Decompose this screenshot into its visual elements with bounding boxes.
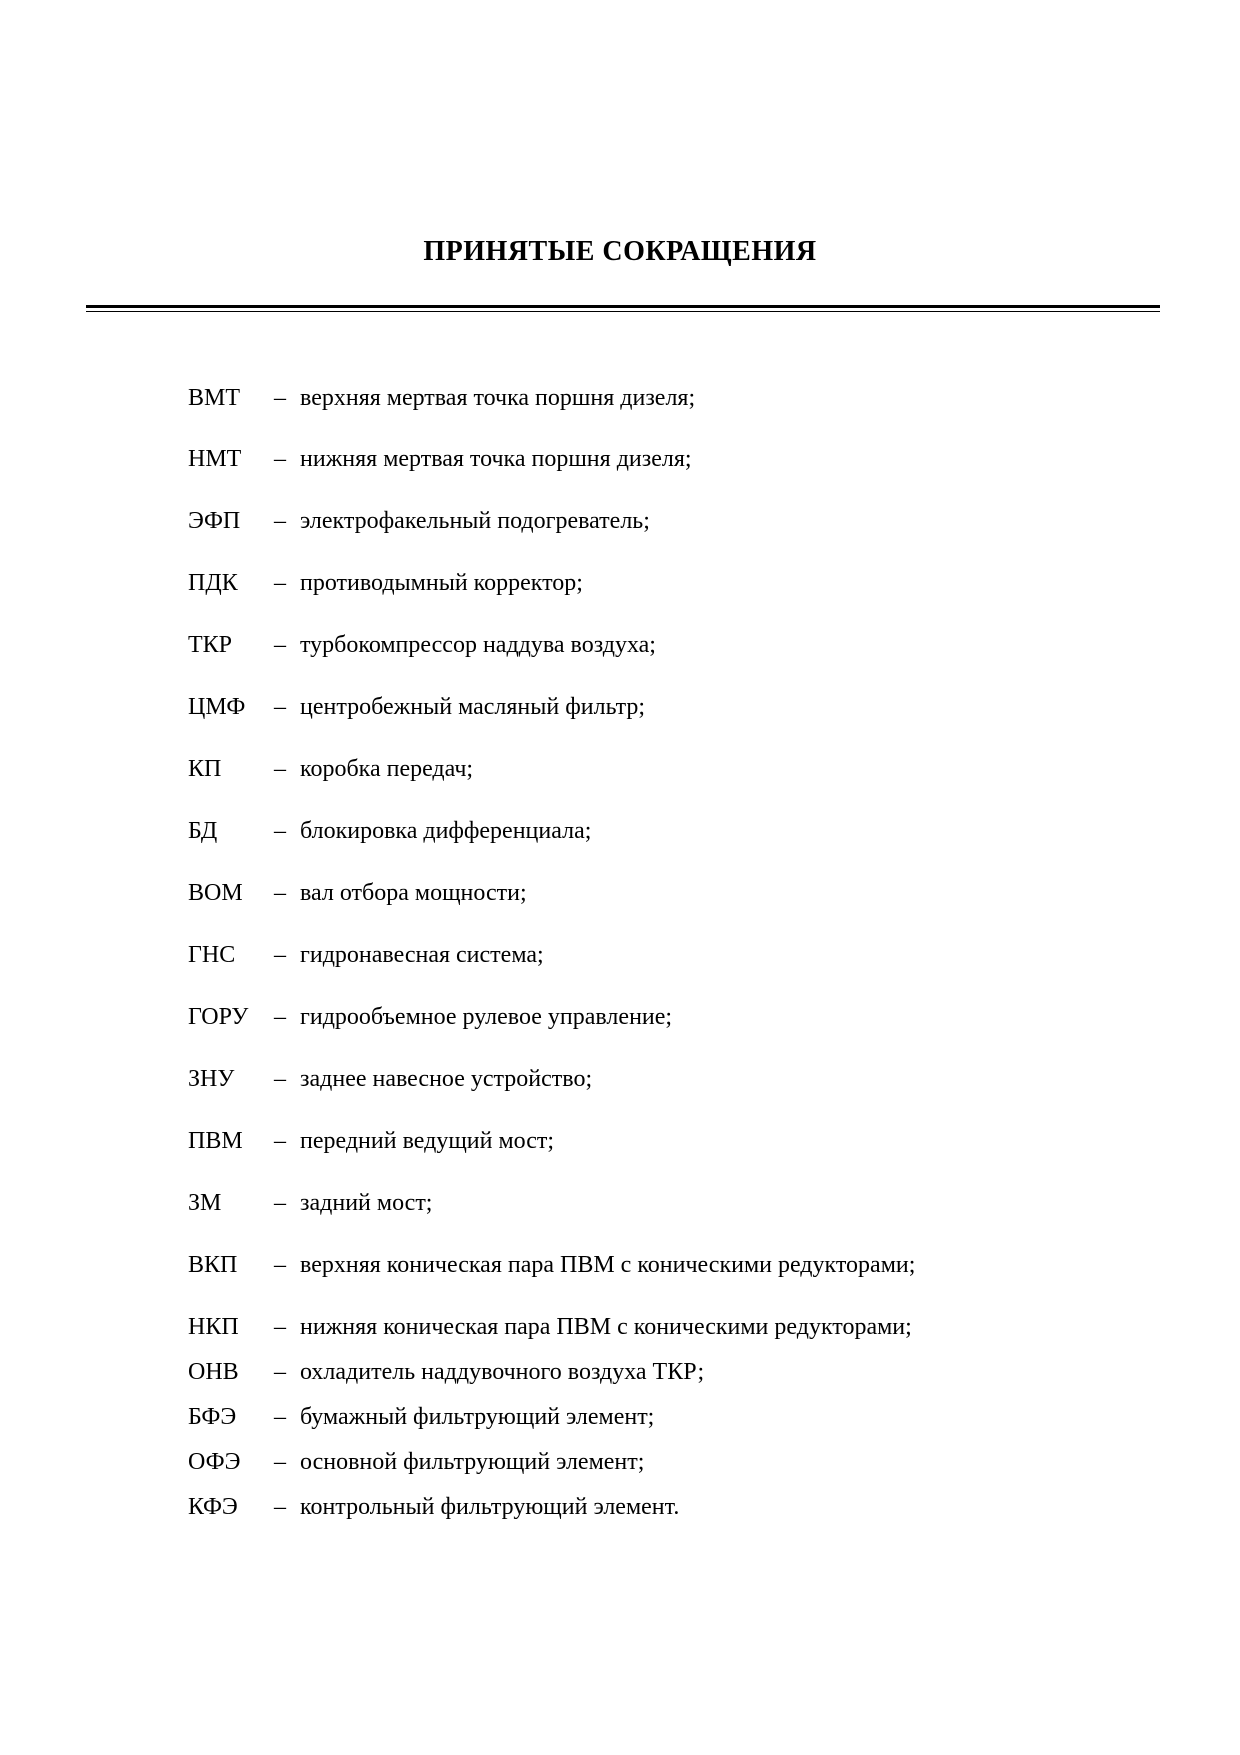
abbreviation-row <box>188 878 527 908</box>
abbreviation-definition: верхняя мертвая точка поршня дизеля; <box>300 385 696 411</box>
dash-separator: – <box>274 942 286 968</box>
dash-separator: – <box>274 1359 286 1385</box>
abbreviation-code: ТКР <box>188 632 233 658</box>
abbreviation-code: КП <box>188 756 222 782</box>
abbreviation-row <box>188 816 591 846</box>
abbreviation-row <box>188 444 692 474</box>
abbreviation-code: ВОМ <box>188 880 243 906</box>
dash-separator: – <box>274 1066 286 1092</box>
abbreviation-code: ПВМ <box>188 1128 243 1154</box>
abbreviation-row <box>188 383 695 413</box>
abbreviation-definition: бумажный фильтрующий элемент; <box>300 1404 655 1430</box>
abbreviation-definition: задний мост; <box>300 1190 433 1216</box>
abbreviation-row <box>188 630 656 660</box>
abbreviation-code: ВМТ <box>188 385 241 411</box>
abbreviation-definition: контрольный фильтрующий элемент. <box>300 1494 680 1520</box>
abbreviation-row <box>188 1402 654 1432</box>
abbreviation-row <box>188 1357 704 1387</box>
dash-separator: – <box>274 385 286 411</box>
abbreviation-row <box>188 1126 554 1156</box>
abbreviation-definition: электрофакельный подогреватель; <box>300 508 650 534</box>
abbreviation-definition: центробежный масляный фильтр; <box>300 694 646 720</box>
abbreviation-row <box>188 1188 432 1218</box>
abbreviation-definition: противодымный корректор; <box>300 570 583 596</box>
abbreviation-code: КФЭ <box>188 1494 238 1520</box>
page-title: ПРИНЯТЫЕ СОКРАЩЕНИЯ <box>423 236 817 267</box>
dash-separator: – <box>274 1128 286 1154</box>
abbreviation-code: ЗМ <box>188 1190 222 1216</box>
abbreviation-code: ЦМФ <box>188 694 246 720</box>
dash-separator: – <box>274 880 286 906</box>
abbreviation-row <box>188 692 645 722</box>
abbreviation-code: НМТ <box>188 446 242 472</box>
abbreviation-definition: вал отбора мощности; <box>300 880 527 906</box>
abbreviation-code: ЭФП <box>188 508 241 534</box>
abbreviation-definition: нижняя мертвая точка поршня дизеля; <box>300 446 692 472</box>
dash-separator: – <box>274 1004 286 1030</box>
dash-separator: – <box>274 694 286 720</box>
dash-separator: – <box>274 1404 286 1430</box>
abbreviation-row <box>188 1447 644 1477</box>
abbreviation-definition: блокировка дифференциала; <box>300 818 592 844</box>
abbreviation-row <box>188 1002 672 1032</box>
abbreviation-code: ВКП <box>188 1252 238 1278</box>
abbreviation-definition: турбокомпрессор наддува воздуха; <box>300 632 656 658</box>
abbreviation-row <box>188 1492 679 1522</box>
dash-separator: – <box>274 570 286 596</box>
abbreviation-code: БФЭ <box>188 1404 237 1430</box>
abbreviation-definition: верхняя коническая пара ПВМ с коническими редукторами; <box>300 1252 916 1278</box>
dash-separator: – <box>274 756 286 782</box>
abbreviation-definition: нижняя коническая пара ПВМ с коническими редукторами; <box>300 1314 912 1340</box>
abbreviation-row <box>188 940 544 970</box>
abbreviation-code: ОНВ <box>188 1359 239 1385</box>
abbreviation-row <box>188 754 473 784</box>
abbreviation-row <box>188 1064 592 1094</box>
dash-separator: – <box>274 1449 286 1475</box>
abbreviation-code: БД <box>188 818 218 844</box>
abbreviation-code: ОФЭ <box>188 1449 241 1475</box>
abbreviation-code: ГОРУ <box>188 1004 249 1030</box>
dash-separator: – <box>274 1190 286 1216</box>
abbreviation-row <box>188 1312 912 1342</box>
dash-separator: – <box>274 632 286 658</box>
abbreviation-definition: охладитель наддувочного воздуха ТКР; <box>300 1359 705 1385</box>
abbreviation-row <box>188 1250 915 1280</box>
abbreviation-row <box>188 568 583 598</box>
title-double-rule <box>86 305 1160 312</box>
abbreviation-code: ЗНУ <box>188 1066 235 1092</box>
dash-separator: – <box>274 446 286 472</box>
abbreviation-definition: основной фильтрующий элемент; <box>300 1449 645 1475</box>
abbreviation-definition: коробка передач; <box>300 756 474 782</box>
abbreviation-definition: гидрообъемное рулевое управление; <box>300 1004 673 1030</box>
abbreviation-code: ГНС <box>188 942 236 968</box>
dash-separator: – <box>274 818 286 844</box>
abbreviation-definition: гидронавесная система; <box>300 942 544 968</box>
dash-separator: – <box>274 1314 286 1340</box>
abbreviation-row <box>188 506 650 536</box>
dash-separator: – <box>274 1494 286 1520</box>
dash-separator: – <box>274 1252 286 1278</box>
abbreviation-code: ПДК <box>188 570 238 596</box>
abbreviation-definition: заднее навесное устройство; <box>300 1066 593 1092</box>
abbreviation-code: НКП <box>188 1314 239 1340</box>
abbreviation-definition: передний ведущий мост; <box>300 1128 555 1154</box>
dash-separator: – <box>274 508 286 534</box>
